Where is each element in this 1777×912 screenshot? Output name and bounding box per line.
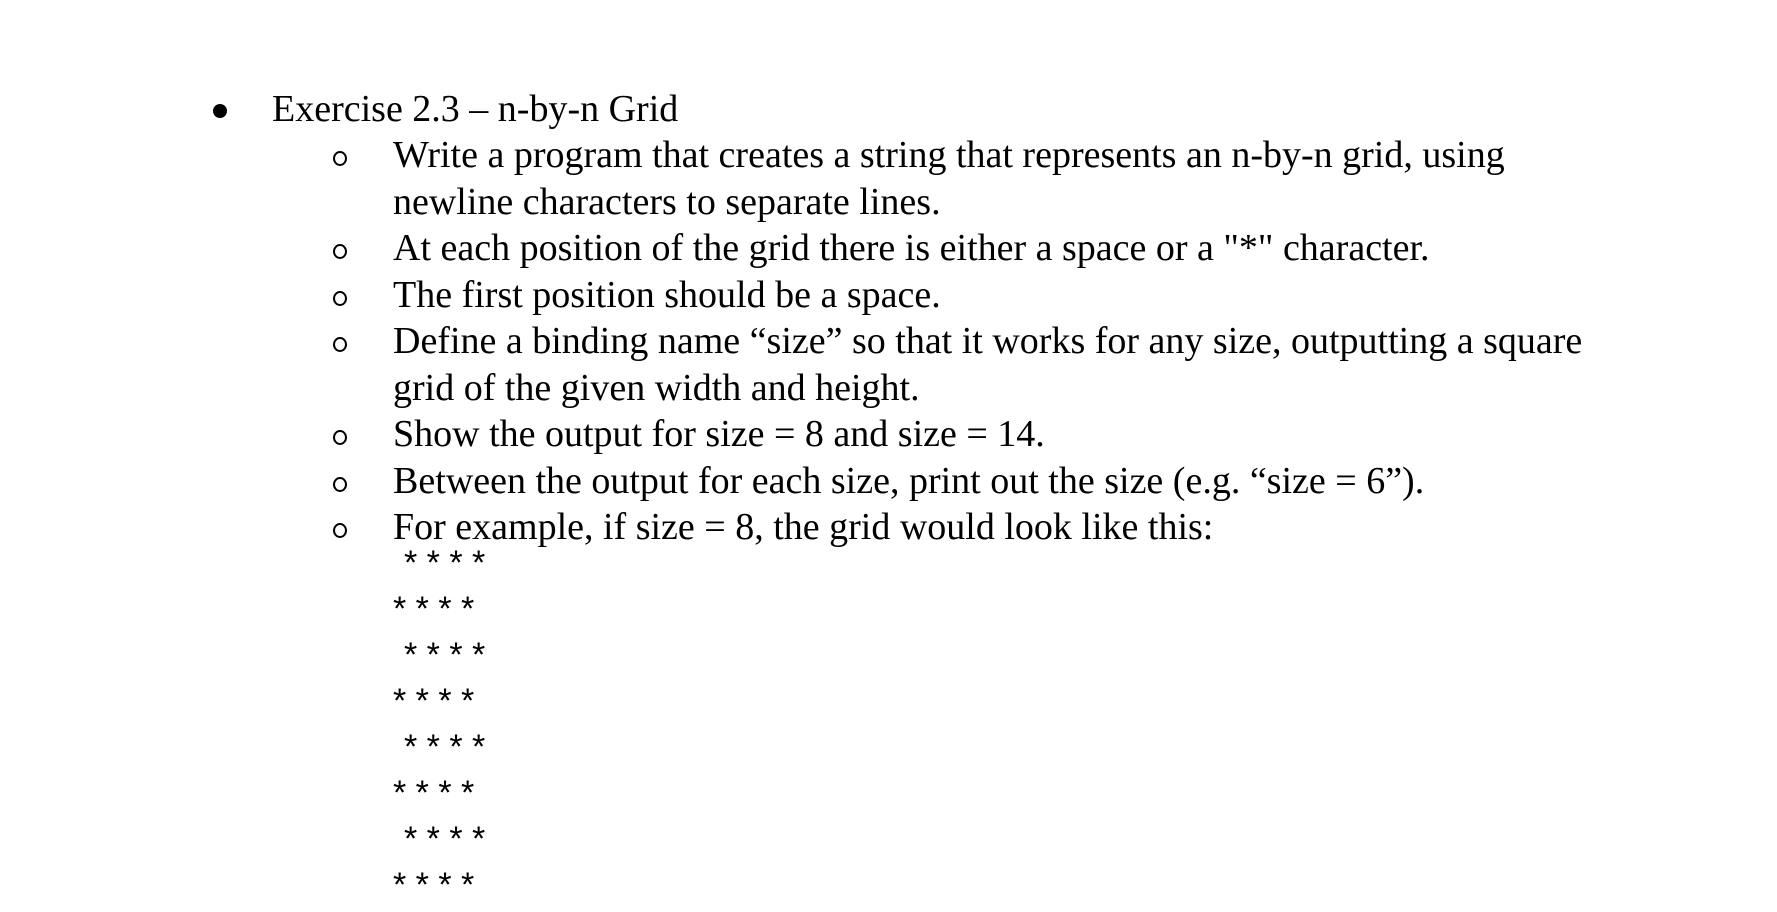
hollow-circle-bullet-icon	[333, 477, 347, 492]
exercise-item-list	[325, 132, 1615, 551]
exercise-item	[325, 272, 1615, 319]
exercise-item	[325, 458, 1615, 505]
exercise-item	[325, 504, 1615, 551]
grid-row: * * * *	[404, 820, 486, 858]
hollow-circle-bullet-icon	[333, 337, 347, 352]
grid-row: * * * *	[404, 636, 486, 674]
exercise-item-text: Define a binding name “size” so that it works for any size, outputting a square grid of the given width and height.	[393, 320, 1583, 409]
grid-row: * * * *	[393, 866, 475, 904]
exercise-item	[325, 411, 1615, 458]
bullet-dot-icon	[213, 104, 227, 118]
exercise-item	[325, 318, 1615, 411]
hollow-circle-bullet-icon	[333, 244, 347, 259]
exercise-item-text: Write a program that creates a string that represents an n-by-n grid, using newline characters to separate lines.	[393, 134, 1505, 223]
grid-row: * * * *	[404, 728, 486, 766]
exercise-item-text: Between the output for each size, print out the size (e.g. “size = 6”).	[393, 459, 1425, 502]
hollow-circle-bullet-icon	[333, 430, 347, 445]
exercise-item	[325, 225, 1615, 272]
exercise-item-text: For example, if size = 8, the grid would look like this:	[393, 506, 1214, 548]
grid-row: * * * *	[393, 774, 475, 812]
hollow-circle-bullet-icon	[333, 523, 347, 538]
grid-row: * * * *	[393, 590, 475, 628]
exercise-item	[325, 132, 1615, 225]
grid-row: * * * *	[404, 544, 486, 582]
grid-row: * * * *	[393, 682, 475, 720]
exercise-item-text: The first position should be a space.	[393, 273, 941, 316]
exercise-title: Exercise 2.3 – n-by-n Grid	[272, 88, 679, 130]
hollow-circle-bullet-icon	[333, 291, 347, 306]
exercise-item-text: Show the output for size = 8 and size = 14.	[393, 413, 1045, 455]
hollow-circle-bullet-icon	[333, 151, 347, 166]
exercise-item-text: At each position of the grid there is either a space or a "*" character.	[393, 227, 1430, 269]
